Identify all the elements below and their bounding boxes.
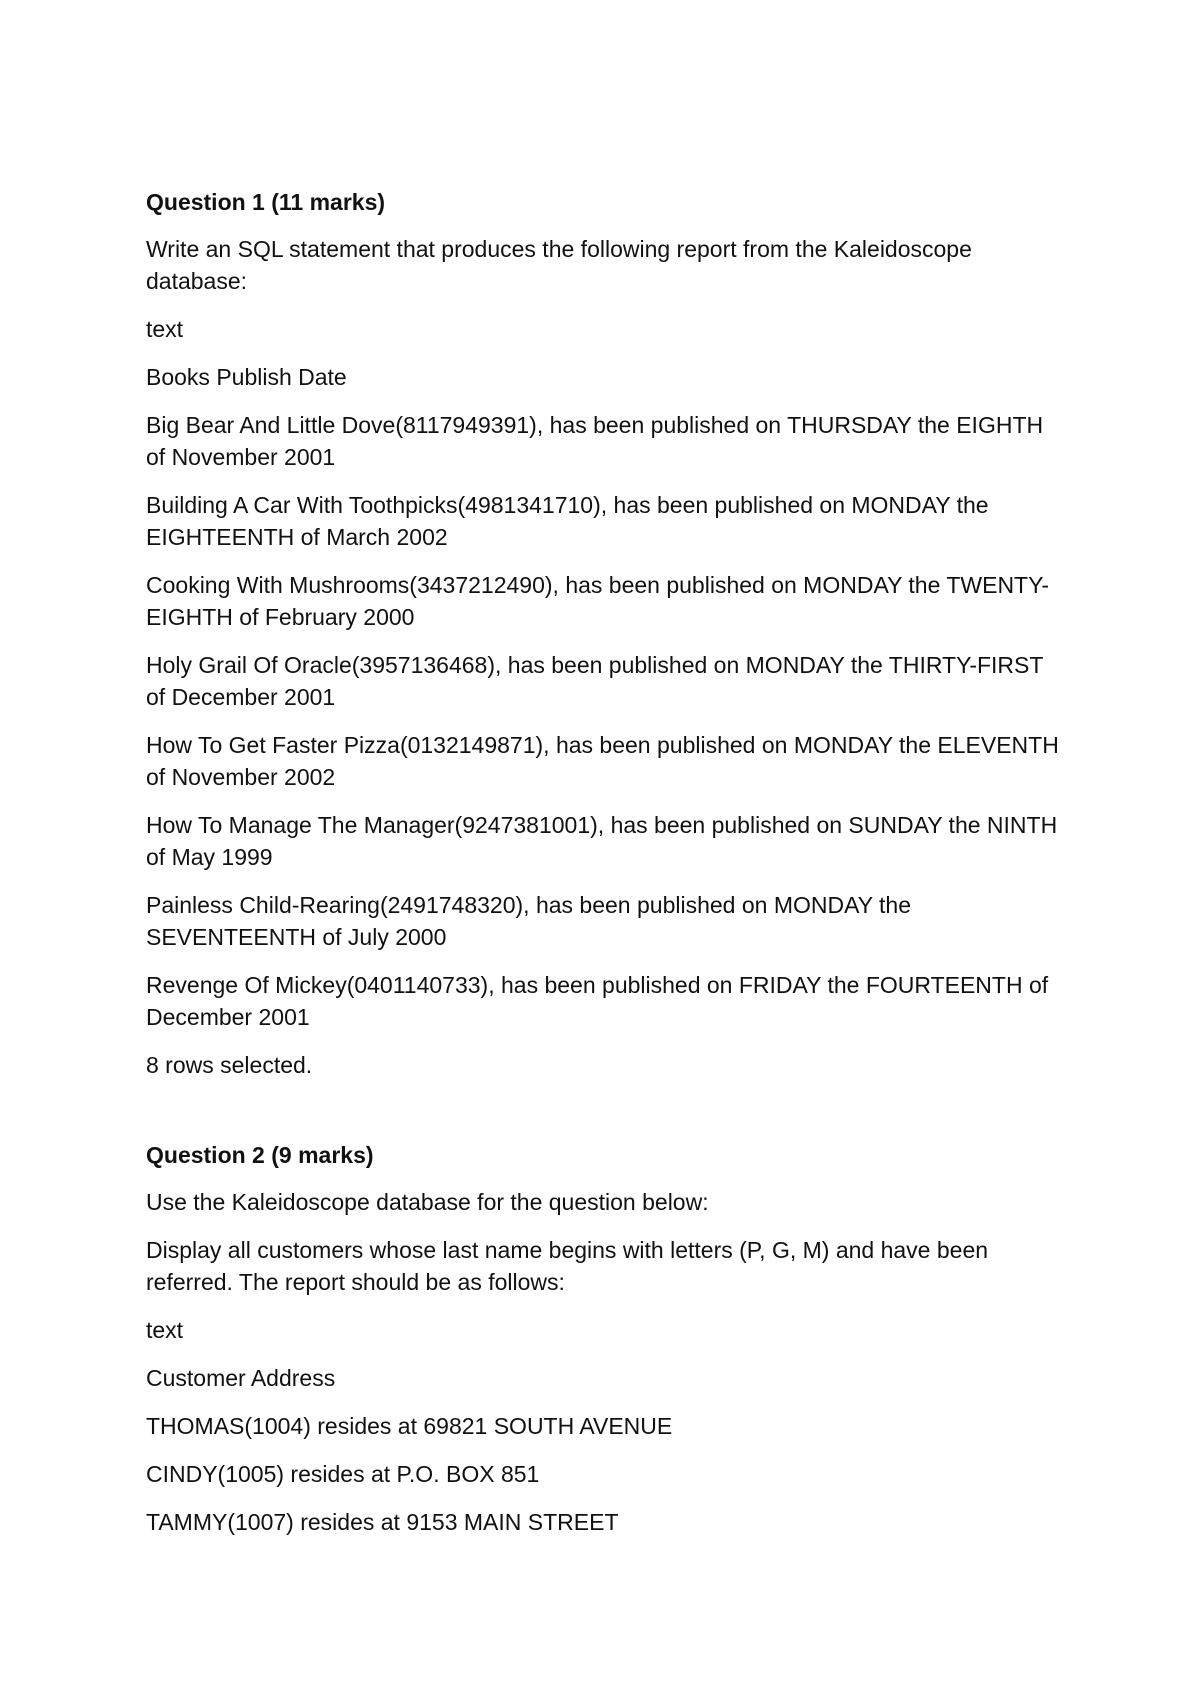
report-row: CINDY(1005) resides at P.O. BOX 851 — [146, 1461, 540, 1487]
report-row: Cooking With Mushrooms(3437212490), has been published on MONDAY the TWENTY-EIGHTH of February 2000 — [146, 572, 1049, 630]
document-content — [146, 186, 1066, 1554]
report-row: Painless Child-Rearing(2491748320), has been published on MONDAY the SEVENTEENTH of July 2000 — [146, 892, 912, 950]
report-row: How To Manage The Manager(9247381001), has been published on SUNDAY the NINTH of May 1999 — [146, 812, 1058, 870]
report-row: How To Get Faster Pizza(0132149871), has been published on MONDAY the ELEVENTH of November 2002 — [146, 732, 1059, 790]
report-row: THOMAS(1004) resides at 69821 SOUTH AVENUE — [146, 1413, 673, 1439]
question-2-report-rows — [146, 1410, 1066, 1538]
question-1-heading: Question 1 (11 marks) — [146, 189, 386, 215]
question-1-report-rows — [146, 409, 1066, 1033]
report-row: Holy Grail Of Oracle(3957136468), has been published on MONDAY the THIRTY-FIRST of December 2001 — [146, 652, 1044, 710]
question-1-rows-selected: 8 rows selected. — [146, 1052, 313, 1078]
report-row: Revenge Of Mickey(0401140733), has been published on FRIDAY the FOURTEENTH of December 2001 — [146, 972, 1049, 1030]
question-1-format-label: text — [146, 316, 184, 342]
report-row: TAMMY(1007) resides at 9153 MAIN STREET — [146, 1509, 619, 1535]
question-1-instruction: Write an SQL statement that produces the following report from the Kaleidoscope database: — [146, 236, 972, 294]
question-2-intro: Use the Kaleidoscope database for the question below: — [146, 1189, 709, 1215]
question-1-section — [146, 186, 1066, 1081]
question-2-heading: Question 2 (9 marks) — [146, 1142, 374, 1168]
report-row: Building A Car With Toothpicks(4981341710), has been published on MONDAY the EIGHTEENTH of March 2002 — [146, 492, 989, 550]
section-spacer — [146, 1097, 1066, 1139]
question-2-report-header: Customer Address — [146, 1365, 336, 1391]
question-2-format-label: text — [146, 1317, 184, 1343]
question-1-report-header: Books Publish Date — [146, 364, 347, 390]
question-2-section — [146, 1139, 1066, 1538]
report-row: Big Bear And Little Dove(8117949391), has been published on THURSDAY the EIGHTH of November 2001 — [146, 412, 1044, 470]
question-2-instruction: Display all customers whose last name begins with letters (P, G, M) and have been referred. The report should be as follows: — [146, 1237, 989, 1295]
